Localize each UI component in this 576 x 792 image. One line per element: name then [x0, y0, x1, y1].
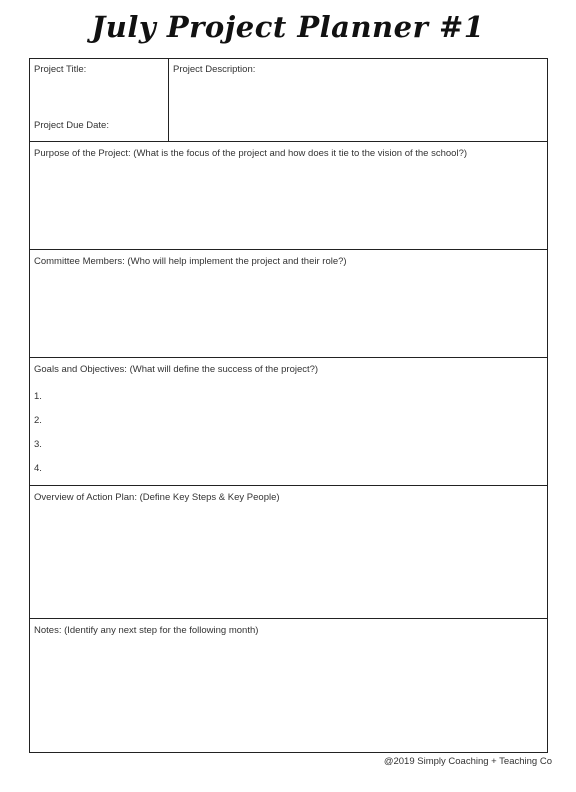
project-description-field[interactable]: Project Description:: [173, 64, 256, 75]
copyright-footer: @2019 Simply Coaching + Teaching Co: [383, 756, 552, 767]
purpose-section[interactable]: [30, 142, 547, 250]
notes-label: Notes: (Identify any next step for the following month): [34, 625, 259, 636]
goal-item-2[interactable]: 2.: [34, 415, 42, 426]
committee-label: Committee Members: (Who will help implement the project and their role?): [34, 256, 347, 267]
goal-item-4[interactable]: 4.: [34, 463, 42, 474]
planner-form: [29, 58, 548, 753]
project-title-field[interactable]: Project Title:: [34, 64, 87, 75]
purpose-label: Purpose of the Project: (What is the focus of the project and how does it tie to the vision of the school?): [34, 148, 468, 159]
header-row: [30, 59, 547, 142]
action-plan-section[interactable]: [30, 486, 547, 619]
goals-section[interactable]: [30, 358, 547, 486]
column-divider: [168, 59, 169, 141]
goal-item-3[interactable]: 3.: [34, 439, 42, 450]
action-plan-label: Overview of Action Plan: (Define Key Steps & Key People): [34, 492, 280, 503]
committee-section[interactable]: [30, 250, 547, 358]
goal-item-1[interactable]: 1.: [34, 391, 42, 402]
notes-section[interactable]: [30, 619, 547, 752]
project-due-date-field[interactable]: Project Due Date:: [34, 120, 109, 131]
page-title: July Project Planner #1: [91, 10, 485, 44]
goals-label: Goals and Objectives: (What will define the success of the project?): [34, 364, 319, 375]
